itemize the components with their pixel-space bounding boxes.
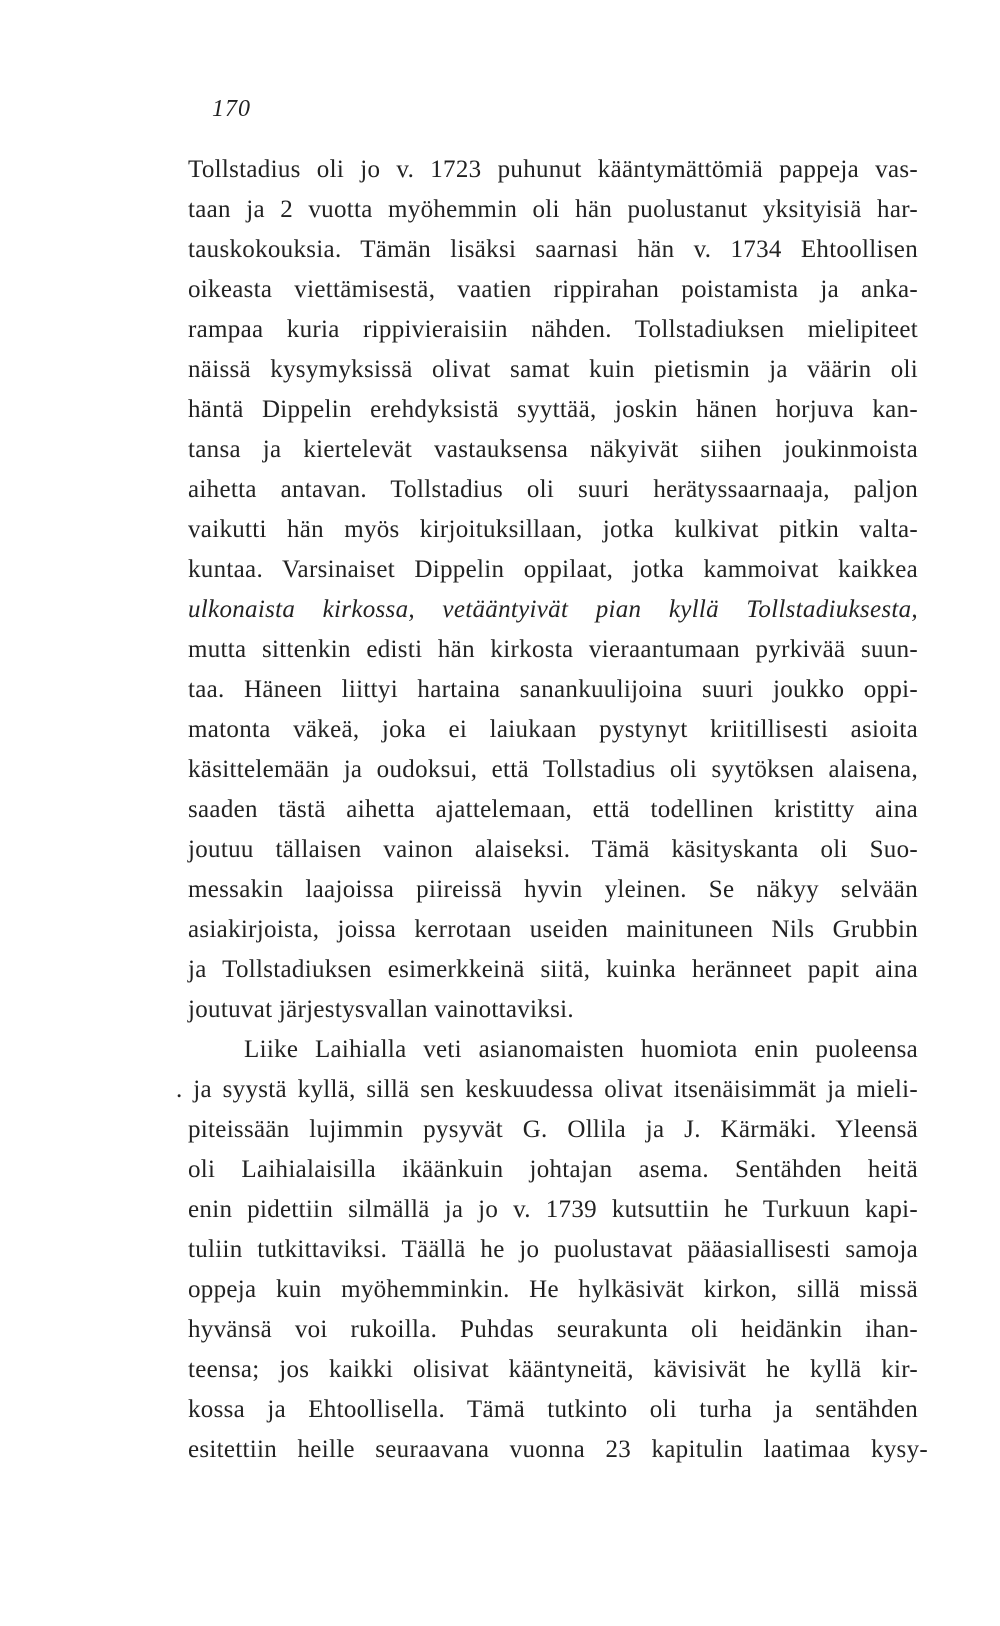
text-line: Tollstadius oli jo v. 1723 puhunut kääntymättömiä pappeja vas- (188, 156, 918, 183)
text-line: teensa; jos kaikki olisivat kääntyneitä, kävisivät he kyllä kir- (188, 1356, 918, 1383)
text-line: esitettiin heille seuraavana vuonna 23 kapitulin laatimaa kysy- (188, 1436, 928, 1463)
page-number: 170 (212, 96, 251, 122)
text-line: oli Laihialaisilla ikäänkuin johtajan asema. Sentähden heitä (188, 1156, 918, 1183)
text-line: Liike Laihialla veti asianomaisten huomiota enin puoleensa (244, 1036, 918, 1063)
text-line: kossa ja Ehtoollisella. Tämä tutkinto oli turha ja sentähden (188, 1396, 918, 1423)
text-line: ja Tollstadiuksen esimerkkeinä siitä, kuinka heränneet papit aina (188, 956, 918, 983)
text-line: rampaa kuria rippivieraisiin nähden. Tollstadiuksen mielipiteet (188, 316, 918, 343)
text-line: joutuu tällaisen vainon alaiseksi. Tämä käsityskanta oli Suo- (188, 836, 918, 863)
text-line: mutta sittenkin edisti hän kirkosta vieraantumaan pyrkivää suun- (188, 636, 918, 663)
text-line: tauskokouksia. Tämän lisäksi saarnasi hän v. 1734 Ehtoollisen (188, 236, 918, 263)
text-line: käsittelemään ja oudoksui, että Tollstadius oli syytöksen alaisena, (188, 756, 918, 783)
text-line: häntä Dippelin erehdyksistä syyttää, joskin hänen horjuva kan- (188, 396, 918, 423)
text-line: vaikutti hän myös kirjoituksillaan, jotka kulkivat pitkin valta- (188, 516, 918, 543)
text-line: taan ja 2 vuotta myöhemmin oli hän puolustanut yksityisiä har- (188, 196, 918, 223)
text-line: asiakirjoista, joissa kerrotaan useiden mainituneen Nils Grubbin (188, 916, 918, 943)
text-line: joutuvat järjestysvallan vainottaviksi. (188, 996, 574, 1023)
text-line: näissä kysymyksissä olivat samat kuin pietismin ja väärin oli (188, 356, 918, 383)
text-line: enin pidettiin silmällä ja jo v. 1739 kutsuttiin he Turkuun kapi- (188, 1196, 918, 1223)
text-line: oppeja kuin myöhemminkin. He hylkäsivät kirkon, sillä missä (188, 1276, 918, 1303)
text-line: kuntaa. Varsinaiset Dippelin oppilaat, jotka kammoivat kaikkea (188, 556, 918, 583)
text-line: piteissään lujimmin pysyvät G. Ollila ja J. Kärmäki. Yleensä (188, 1116, 918, 1143)
text-line: taa. Häneen liittyi hartaina sanankuulijoina suuri joukko oppi- (188, 676, 918, 703)
text-line: matonta väkeä, joka ei laiukaan pystynyt kriitillisesti asioita (188, 716, 918, 743)
text-line: . ja syystä kyllä, sillä sen keskuudessa olivat itsenäisimmät ja mieli- (176, 1076, 918, 1103)
text-line: tuliin tutkittaviksi. Täällä he jo puolustavat pääasiallisesti samoja (188, 1236, 918, 1263)
text-line: saaden tästä aihetta ajattelemaan, että todellinen kristitty aina (188, 796, 918, 823)
text-line: tansa ja kiertelevät vastauksensa näkyivät siihen joukinmoista (188, 436, 918, 463)
text-line: oikeasta viettämisestä, vaatien rippirahan poistamista ja anka- (188, 276, 918, 303)
text-line: ulkonaista kirkossa, vetääntyivät pian kyllä Tollstadiuksesta, (188, 596, 918, 623)
text-line: aihetta antavan. Tollstadius oli suuri herätyssaarnaaja, paljon (188, 476, 918, 503)
text-line: messakin laajoissa piireissä hyvin yleinen. Se näkyy selvään (188, 876, 918, 903)
text-line: hyvänsä voi rukoilla. Puhdas seurakunta oli heidänkin ihan- (188, 1316, 918, 1343)
